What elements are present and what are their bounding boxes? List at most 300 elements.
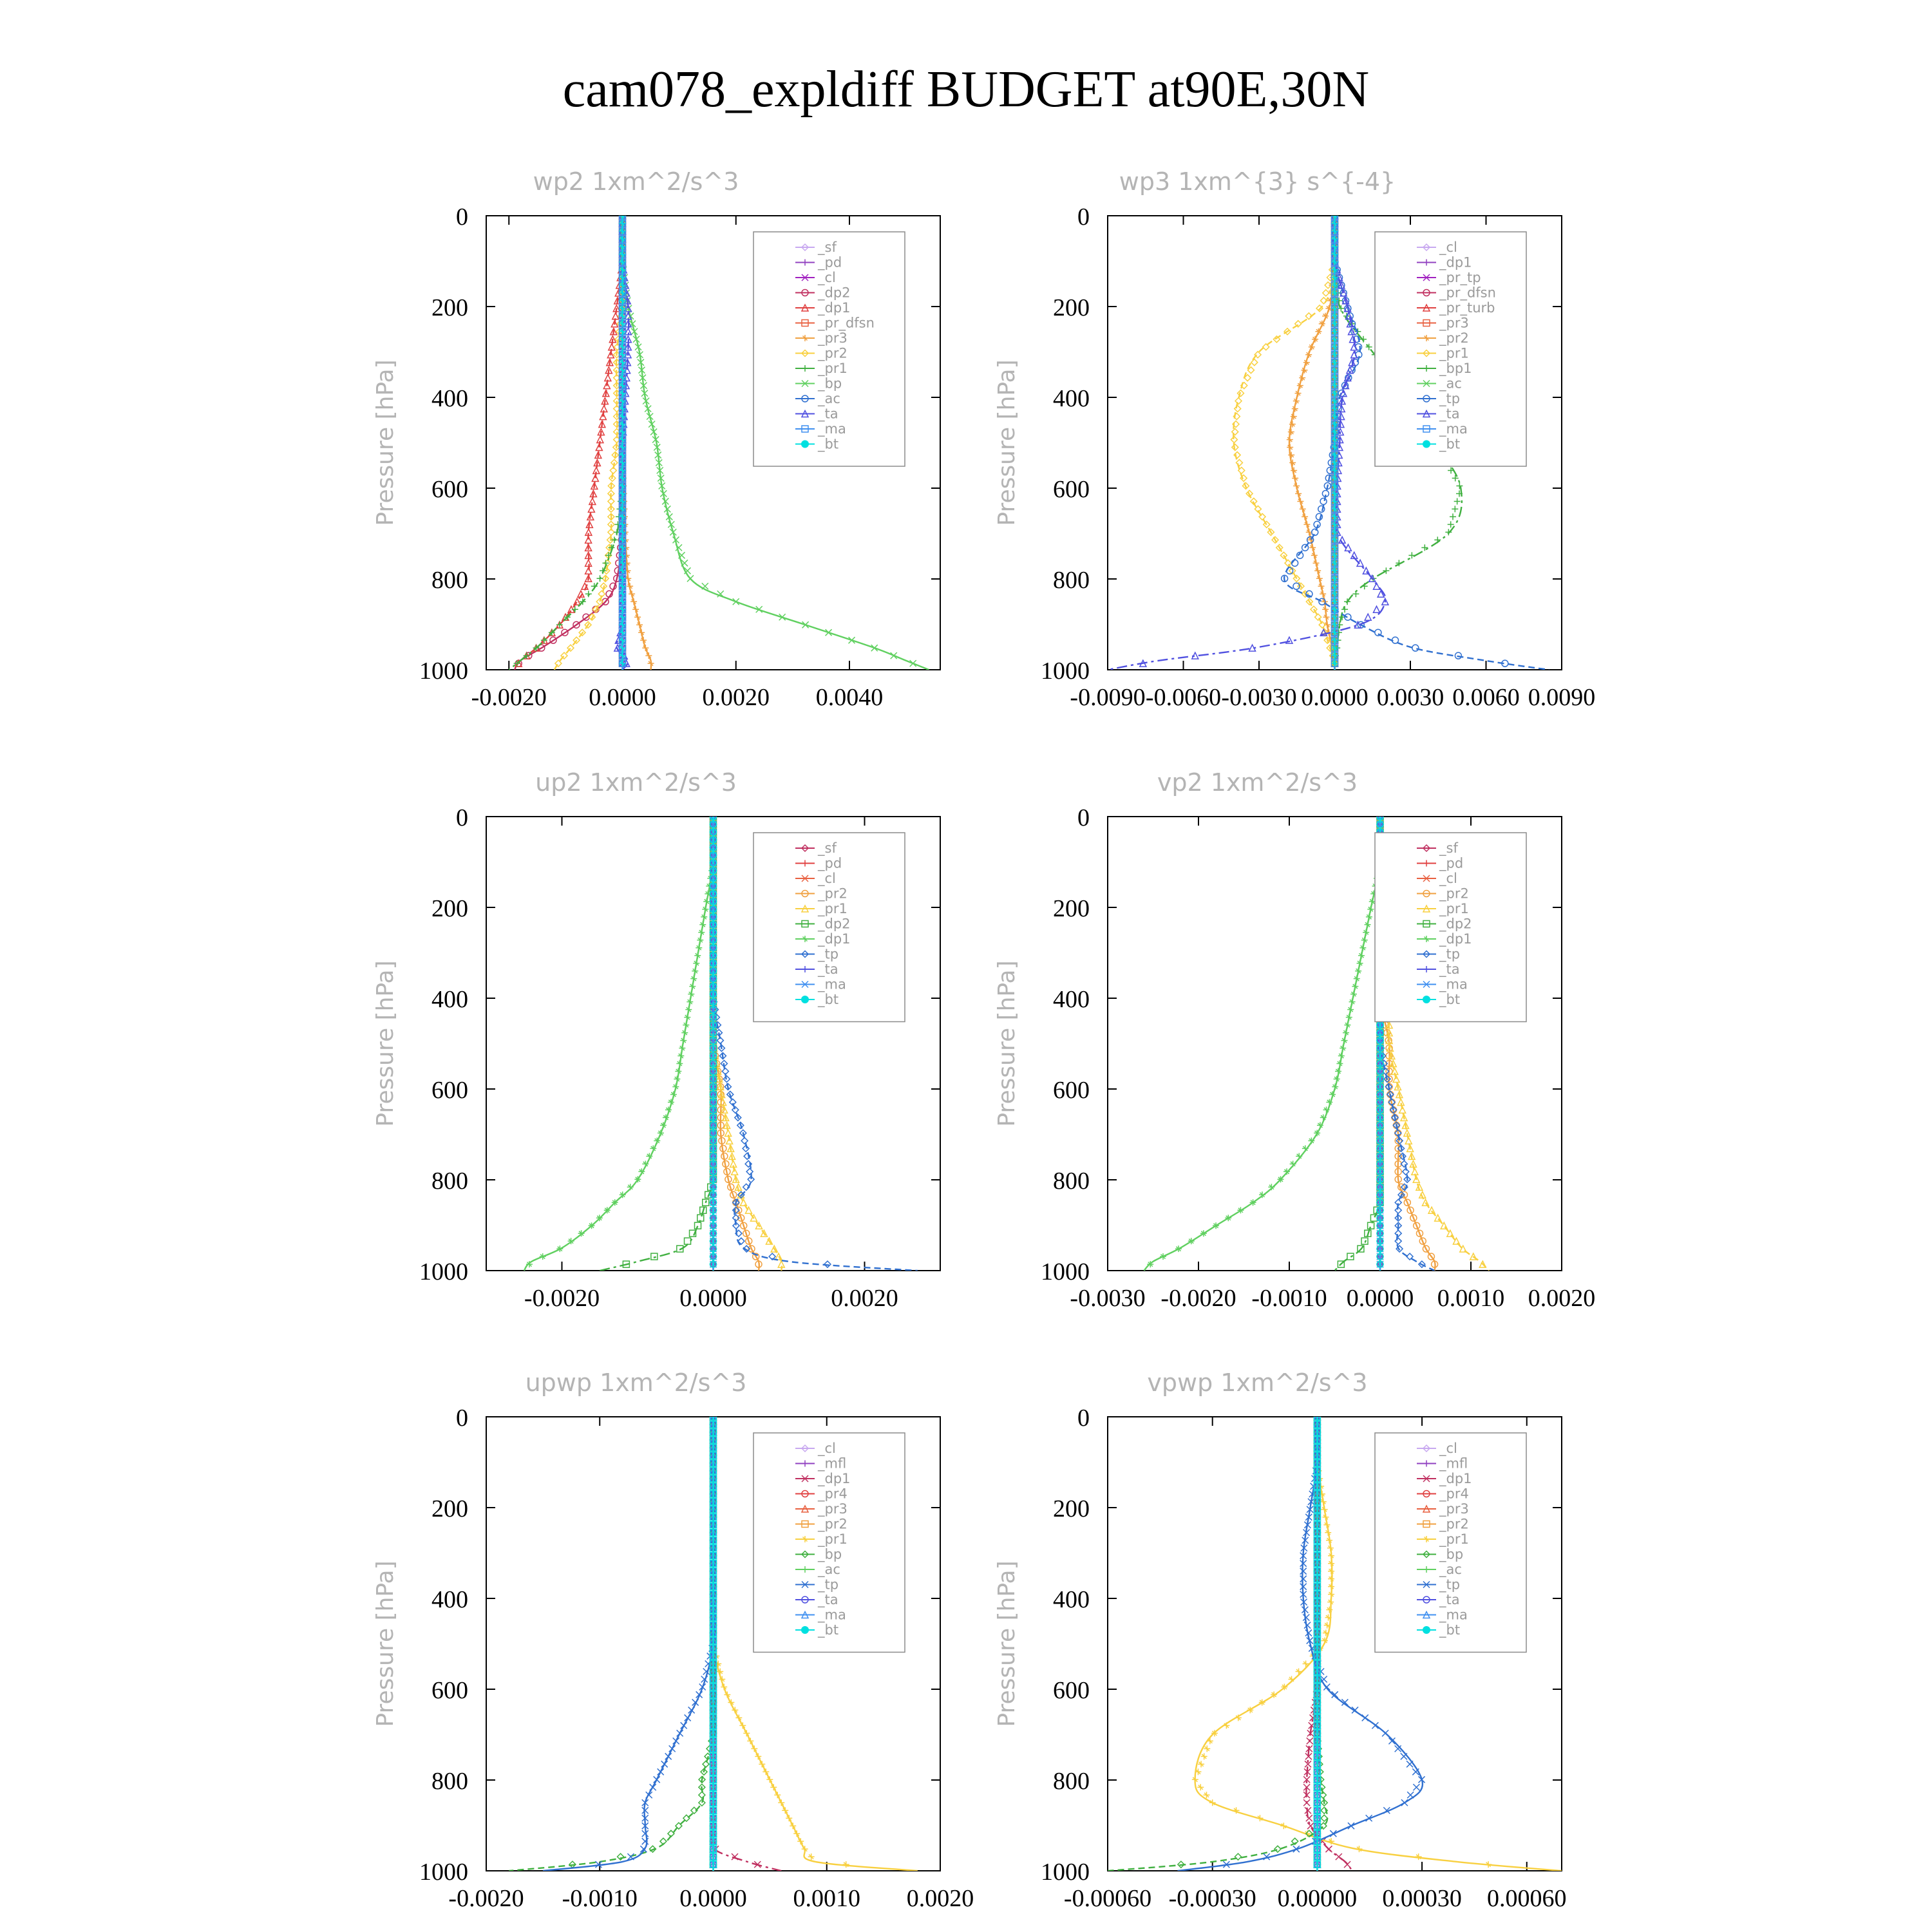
y-tick-label: 400 bbox=[431, 385, 468, 412]
series-point-pr1 bbox=[1288, 1676, 1294, 1682]
series-point-pr1 bbox=[717, 1669, 723, 1675]
series-point-pr2 bbox=[1292, 475, 1298, 481]
x-tick-label: 0.0040 bbox=[815, 684, 884, 711]
x-tick-label: -0.0020 bbox=[448, 1885, 524, 1912]
series-point-pr1 bbox=[1326, 1607, 1332, 1613]
series-line-bp bbox=[1108, 1417, 1327, 1871]
series-point-dp2 bbox=[1361, 1238, 1368, 1244]
legend-label: _cl bbox=[1439, 871, 1457, 886]
series-point-tp bbox=[661, 1761, 668, 1767]
series-point-bp bbox=[1274, 1846, 1281, 1852]
series-point-pr2 bbox=[1314, 567, 1321, 574]
series-point-dp1 bbox=[1361, 937, 1368, 943]
series-point-tp bbox=[654, 1776, 660, 1783]
series-point-dp1 bbox=[676, 1061, 683, 1067]
series-point-dp1 bbox=[692, 968, 698, 974]
series-point-pr1 bbox=[1328, 1576, 1334, 1582]
series-point-bp1 bbox=[1352, 591, 1359, 597]
series-point-dp1 bbox=[698, 929, 705, 936]
series-point-dp1 bbox=[1366, 914, 1372, 920]
y-axis-label: Pressure [hPa] bbox=[372, 1560, 399, 1727]
series-point-pr1 bbox=[1192, 1776, 1198, 1783]
legend bbox=[1375, 1433, 1526, 1653]
series-point-pr1 bbox=[1303, 1661, 1309, 1667]
series-point-pr1 bbox=[739, 1722, 746, 1728]
series-point-pr1 bbox=[721, 1683, 727, 1690]
legend-label: _ma bbox=[1439, 976, 1468, 992]
series-point-pr1 bbox=[1356, 1846, 1362, 1852]
y-tick-label: 800 bbox=[1053, 567, 1090, 594]
series-point-dp1 bbox=[680, 1037, 687, 1044]
series-point-pr2 bbox=[1313, 560, 1320, 566]
series-point-tp bbox=[1413, 1784, 1419, 1790]
legend-label: _pr1 bbox=[818, 901, 848, 916]
x-tick-label: 0.0000 bbox=[1301, 684, 1368, 711]
series-point-pr3 bbox=[632, 606, 639, 612]
series-point-tp bbox=[658, 1768, 664, 1775]
series-point-dp1 bbox=[585, 567, 592, 574]
panel-1 bbox=[372, 167, 940, 711]
legend-label: _cl bbox=[1439, 240, 1457, 255]
series-point-pr1 bbox=[724, 1691, 730, 1698]
legend-label: _bt bbox=[818, 992, 839, 1007]
series-point-dp1 bbox=[1335, 1068, 1341, 1075]
y-tick-label: 1000 bbox=[419, 1859, 468, 1886]
series-point-bp bbox=[687, 575, 694, 582]
series-point-pr1 bbox=[843, 1861, 849, 1868]
series-point-dp1 bbox=[1340, 1045, 1346, 1052]
series-point-pr1 bbox=[1256, 1815, 1263, 1821]
series-point-pr3 bbox=[627, 583, 633, 589]
legend-label: _sf bbox=[818, 240, 837, 255]
panels bbox=[372, 167, 1595, 1912]
series-line-bp bbox=[509, 1417, 714, 1871]
panel-title: vp2 1xm^2/s^3 bbox=[1157, 768, 1358, 797]
series-point-dp1 bbox=[1346, 1014, 1352, 1021]
series-point-pr1 bbox=[1327, 1599, 1334, 1605]
series-point-pr1 bbox=[585, 591, 592, 597]
series-point-dp2 bbox=[1368, 1222, 1374, 1229]
x-tick-label: 0.0030 bbox=[1376, 684, 1444, 711]
x-tick-label: -0.0030 bbox=[1070, 1285, 1146, 1312]
series-point-dp1 bbox=[1344, 1022, 1350, 1028]
y-tick-label: 400 bbox=[1053, 1586, 1090, 1613]
x-tick-label: -0.0090 bbox=[1070, 684, 1146, 711]
legend-label: _ta bbox=[818, 406, 838, 422]
series-point-tp bbox=[1320, 498, 1327, 504]
y-tick-label: 600 bbox=[431, 1677, 468, 1704]
x-tick-label: -0.0010 bbox=[1251, 1285, 1327, 1312]
x-tick-label: 0.0000 bbox=[589, 684, 656, 711]
y-tick-label: 1000 bbox=[419, 658, 468, 685]
series-point-tp bbox=[1348, 1823, 1354, 1829]
series-point-pr1 bbox=[1323, 1522, 1330, 1528]
series-point-dp1 bbox=[1303, 1799, 1310, 1806]
y-tick-label: 1000 bbox=[1041, 658, 1090, 685]
series-point-pr1 bbox=[759, 1761, 765, 1767]
y-tick-label: 0 bbox=[1077, 1405, 1090, 1432]
legend-label: _pr1 bbox=[1439, 345, 1469, 361]
y-tick-label: 800 bbox=[1053, 1168, 1090, 1195]
series-point-bp1 bbox=[1456, 482, 1463, 489]
series-point-pr2 bbox=[1287, 437, 1293, 443]
series-point-bp1 bbox=[1454, 498, 1461, 504]
series-point-dp1 bbox=[1307, 1823, 1314, 1829]
series-point-tp bbox=[1395, 1230, 1401, 1236]
series-point-dp1 bbox=[1175, 1245, 1182, 1252]
legend-label: _dp1 bbox=[818, 1471, 851, 1486]
series-point-pr1 bbox=[728, 1699, 734, 1705]
series-point-dp1 bbox=[1365, 922, 1371, 928]
series-point-dp1 bbox=[1349, 999, 1356, 1005]
legend-label: _cl bbox=[818, 871, 836, 886]
series-point-bp1 bbox=[1434, 536, 1441, 543]
x-tick-label: -0.0020 bbox=[1160, 1285, 1236, 1312]
legend-label: _cl bbox=[818, 1441, 836, 1456]
series-point-pr2 bbox=[1302, 367, 1308, 374]
series-point-dp1 bbox=[1350, 991, 1357, 998]
x-tick-label: -0.0020 bbox=[524, 1285, 600, 1312]
series-point-dp1 bbox=[1296, 1153, 1302, 1159]
series-point-tp bbox=[681, 1722, 687, 1728]
series-point-dp1 bbox=[702, 906, 708, 913]
series-point-dp1 bbox=[1355, 968, 1361, 974]
y-axis-label: Pressure [hPa] bbox=[994, 960, 1020, 1127]
series-point-pr2 bbox=[1300, 506, 1306, 512]
series-point-pr3 bbox=[636, 621, 643, 628]
series-point-pr1 bbox=[755, 1753, 761, 1759]
legend-label: _pr4 bbox=[818, 1486, 848, 1502]
series-point-pr2 bbox=[1320, 591, 1326, 597]
legend-label: _tp bbox=[1439, 391, 1461, 406]
series-point-pr3 bbox=[638, 629, 645, 636]
series-point-bp1 bbox=[1452, 506, 1458, 512]
series-point-dp1 bbox=[1354, 976, 1360, 982]
series-point-pr3 bbox=[634, 614, 641, 620]
panel-4 bbox=[994, 768, 1595, 1312]
series-point-pr1 bbox=[1223, 1722, 1229, 1728]
series-point-pr3 bbox=[640, 637, 647, 643]
legend-label: _mfl bbox=[818, 1455, 847, 1472]
legend-label: _mfl bbox=[1439, 1455, 1468, 1472]
series-point-tp bbox=[1300, 1568, 1307, 1575]
series-point-pr1 bbox=[1428, 1207, 1435, 1213]
series-point-pr1 bbox=[1328, 1591, 1334, 1598]
series-point-pr2 bbox=[1295, 490, 1302, 497]
series-point-pr3 bbox=[629, 591, 635, 597]
series-point-dp1 bbox=[574, 598, 580, 605]
panel-2 bbox=[994, 167, 1595, 711]
series-point-pr1 bbox=[572, 606, 578, 612]
series-point-dp2 bbox=[697, 1215, 704, 1221]
series-point-pr1 bbox=[1285, 560, 1291, 566]
series-point-pr1 bbox=[1485, 1861, 1492, 1868]
series-point-pr2 bbox=[1318, 583, 1325, 589]
series-point-pr1 bbox=[786, 1815, 792, 1821]
series-point-dp1 bbox=[1336, 1853, 1342, 1860]
series-point-pr1 bbox=[1328, 1560, 1334, 1567]
y-tick-label: 200 bbox=[431, 294, 468, 321]
series-point-pr2 bbox=[1293, 398, 1300, 404]
y-tick-label: 800 bbox=[431, 1168, 468, 1195]
series-point-pr1 bbox=[1251, 359, 1258, 366]
series-point-pr2 bbox=[1303, 521, 1310, 527]
y-axis-label: Pressure [hPa] bbox=[994, 1560, 1020, 1727]
series-point-dp1 bbox=[1369, 898, 1376, 905]
y-tick-label: 0 bbox=[1077, 204, 1090, 231]
legend-label: _bp bbox=[818, 375, 842, 392]
series-point-pr1 bbox=[735, 1714, 742, 1721]
legend-label: _dp2 bbox=[818, 285, 851, 301]
legend-label: _dp2 bbox=[1439, 916, 1472, 932]
series-point-pr1 bbox=[597, 575, 603, 582]
series-point-dp1 bbox=[694, 952, 701, 959]
y-tick-label: 200 bbox=[1053, 294, 1090, 321]
series-point-tp bbox=[1293, 583, 1300, 589]
x-tick-label: -0.0020 bbox=[471, 684, 547, 711]
x-tick-label: 0.0020 bbox=[702, 684, 770, 711]
series-point-dp1 bbox=[1343, 1030, 1349, 1036]
legend-label: _pr2 bbox=[818, 886, 848, 902]
series-point-dp1 bbox=[588, 506, 594, 512]
series-point-pr2 bbox=[1299, 375, 1305, 381]
series-point-dp1 bbox=[1363, 929, 1369, 936]
panel-title: upwp 1xm^2/s^3 bbox=[525, 1368, 747, 1397]
x-tick-label: 0.0020 bbox=[1528, 1285, 1596, 1312]
series-point-bp bbox=[699, 1799, 705, 1806]
series-point-pr1 bbox=[802, 1846, 808, 1852]
series-point-pr1 bbox=[1328, 1584, 1334, 1590]
series-line-dp1 bbox=[1306, 1417, 1352, 1871]
series-point-tp bbox=[1395, 1238, 1401, 1244]
series-line-dp1 bbox=[1144, 817, 1381, 1271]
series-point-pr1 bbox=[1405, 1137, 1412, 1144]
series-point-pr1 bbox=[797, 1838, 804, 1844]
legend-label: _ma bbox=[818, 421, 846, 437]
y-tick-label: 200 bbox=[1053, 1495, 1090, 1522]
panel-5 bbox=[372, 1368, 974, 1912]
legend-label: _ta bbox=[1439, 406, 1460, 422]
x-tick-label: -0.0030 bbox=[1221, 684, 1297, 711]
series-point-dp1 bbox=[703, 898, 710, 905]
legend-label: _bt bbox=[818, 1622, 839, 1638]
series-point-dp1 bbox=[1160, 1253, 1166, 1260]
series-point-pr1 bbox=[808, 1853, 815, 1860]
series-point-pr2 bbox=[1305, 352, 1312, 358]
x-tick-label: 0.0000 bbox=[1346, 1285, 1414, 1312]
y-tick-label: 600 bbox=[1053, 1077, 1090, 1104]
series-point-pr2 bbox=[1311, 552, 1318, 558]
series-point-pr2 bbox=[1302, 513, 1308, 520]
series-point-dp1 bbox=[687, 999, 693, 1005]
panel-title: wp2 1xm^2/s^3 bbox=[533, 167, 739, 196]
series-point-bp bbox=[702, 583, 708, 589]
series-point-pr1 bbox=[732, 1707, 738, 1713]
series-point-pr1 bbox=[1399, 1106, 1406, 1113]
legend-label: _cl bbox=[1439, 1441, 1457, 1456]
legend-label: _pr3 bbox=[818, 1501, 848, 1517]
legend-label: _bt bbox=[818, 436, 839, 452]
series-point-bp bbox=[910, 660, 916, 667]
legend-label: _pr2 bbox=[1439, 330, 1469, 346]
series-point-pr1 bbox=[1232, 444, 1238, 451]
y-tick-label: 1000 bbox=[1041, 1859, 1090, 1886]
legend-label: _pr1 bbox=[1439, 901, 1469, 916]
series-point-pr1 bbox=[741, 1199, 747, 1206]
series-point-pr1 bbox=[611, 536, 618, 543]
series-point-pr1 bbox=[1328, 1553, 1334, 1559]
series-point-dp1 bbox=[1334, 1075, 1340, 1082]
series-point-pr1 bbox=[1327, 1545, 1334, 1551]
series-point-bp bbox=[733, 598, 739, 605]
y-axis-label: Pressure [hPa] bbox=[372, 960, 399, 1127]
series-line-dp2 bbox=[515, 216, 623, 670]
x-tick-label: -0.0060 bbox=[1145, 684, 1222, 711]
series-point-pr1 bbox=[778, 1799, 784, 1806]
series-point-tp bbox=[1407, 1792, 1414, 1798]
legend-label: _ac bbox=[1439, 375, 1462, 392]
series-point-pr1 bbox=[1235, 406, 1241, 412]
x-tick-label: -0.00030 bbox=[1168, 1885, 1256, 1912]
series-point-pr2 bbox=[1297, 498, 1303, 504]
series-point-dp1 bbox=[1306, 1815, 1312, 1821]
x-tick-label: 0.0010 bbox=[1437, 1285, 1505, 1312]
y-tick-label: 600 bbox=[1053, 476, 1090, 503]
series-point-pr3 bbox=[630, 598, 637, 605]
series-point-pr2 bbox=[1287, 444, 1293, 451]
legend-label: _pr_turb bbox=[1439, 300, 1495, 316]
legend bbox=[753, 1433, 905, 1653]
series-point-pr1 bbox=[1197, 1784, 1204, 1790]
series-point-pr1 bbox=[1296, 1669, 1302, 1675]
series-point-pr2 bbox=[1292, 406, 1298, 412]
y-tick-label: 800 bbox=[1053, 1768, 1090, 1795]
panel-title: wp3 1xm^{3} s^{-4} bbox=[1119, 167, 1396, 196]
series-point-pr1 bbox=[1204, 1745, 1210, 1752]
legend-marker bbox=[1423, 996, 1430, 1003]
x-tick-label: 0.0000 bbox=[679, 1285, 747, 1312]
series-point-pr1 bbox=[732, 1168, 738, 1175]
legend-label: _pr3 bbox=[1439, 315, 1469, 331]
series-point-ta bbox=[1374, 583, 1380, 589]
series-line-dp1 bbox=[524, 817, 714, 1271]
series-line-pr1 bbox=[1233, 216, 1336, 670]
y-tick-label: 0 bbox=[456, 1405, 468, 1432]
y-tick-label: 1000 bbox=[1041, 1258, 1090, 1285]
series-point-pr1 bbox=[1236, 460, 1242, 466]
series-line-pr2 bbox=[554, 216, 623, 670]
y-tick-label: 400 bbox=[1053, 385, 1090, 412]
y-tick-label: 0 bbox=[456, 204, 468, 231]
x-tick-label: 0.0020 bbox=[906, 1885, 974, 1912]
series-point-dp1 bbox=[1347, 1007, 1354, 1013]
series-point-dp1 bbox=[696, 945, 702, 951]
series-point-dp1 bbox=[1268, 1184, 1274, 1190]
series-point-pr1 bbox=[1321, 1506, 1328, 1513]
series-point-tp bbox=[650, 1784, 656, 1790]
legend-label: _pd bbox=[818, 855, 842, 871]
series-point-pr3 bbox=[645, 652, 652, 659]
legend-label: _dp1 bbox=[818, 931, 851, 947]
legend-label: _pr_dfsn bbox=[1439, 285, 1496, 301]
series-point-tp bbox=[1412, 645, 1419, 651]
series-point-bp1 bbox=[1421, 544, 1428, 551]
series-point-pr2 bbox=[1323, 614, 1329, 620]
y-tick-label: 200 bbox=[1053, 895, 1090, 922]
series-point-dp1 bbox=[697, 937, 703, 943]
series-point-pr2 bbox=[1312, 336, 1318, 343]
series-point-pr1 bbox=[1201, 1753, 1208, 1759]
legend-marker bbox=[801, 440, 809, 448]
series-point-dp1 bbox=[684, 1014, 690, 1021]
series-point-dp1 bbox=[674, 1075, 680, 1082]
series-point-dp2 bbox=[695, 1222, 701, 1229]
series-point-pr2 bbox=[1288, 452, 1294, 459]
y-tick-label: 800 bbox=[431, 567, 468, 594]
legend-label: _bp1 bbox=[1439, 361, 1472, 376]
y-tick-label: 600 bbox=[1053, 1677, 1090, 1704]
series-point-pr1 bbox=[1328, 1568, 1334, 1575]
series-point-tp bbox=[1401, 1753, 1407, 1759]
series-point-dp1 bbox=[1325, 1846, 1332, 1852]
legend-label: _pr2 bbox=[818, 1516, 848, 1532]
legend-label: _ta bbox=[818, 1592, 838, 1607]
series-point-pr1 bbox=[1393, 1075, 1399, 1082]
panel-6 bbox=[994, 1368, 1567, 1912]
legend-label: _dp1 bbox=[1439, 254, 1472, 270]
legend-label: _dp2 bbox=[818, 916, 851, 932]
series-point-dp1 bbox=[701, 914, 707, 920]
series-point-pr1 bbox=[782, 1807, 788, 1814]
legend-label: _ta bbox=[1439, 961, 1460, 977]
legend-label: _dp1 bbox=[1439, 931, 1472, 947]
legend-label: _ta bbox=[818, 961, 838, 977]
x-tick-label: -0.00060 bbox=[1063, 1885, 1152, 1912]
series-point-pr1 bbox=[1198, 1761, 1204, 1767]
series-point-dp1 bbox=[688, 991, 694, 998]
legend-marker bbox=[801, 1626, 809, 1634]
series-point-dp1 bbox=[1357, 960, 1363, 967]
y-axis-label: Pressure [hPa] bbox=[372, 359, 399, 526]
series-point-pr1 bbox=[762, 1768, 769, 1775]
series-point-pr1 bbox=[1233, 1807, 1240, 1814]
legend-label: _pr2 bbox=[1439, 886, 1469, 902]
series-point-pr1 bbox=[1209, 1799, 1216, 1806]
series-point-pr1 bbox=[1416, 1853, 1422, 1860]
series-point-ta bbox=[1374, 606, 1380, 612]
y-tick-label: 200 bbox=[431, 1495, 468, 1522]
series-point-pr2 bbox=[1291, 468, 1297, 474]
series-point-pr1 bbox=[747, 1738, 753, 1744]
legend bbox=[1375, 232, 1526, 466]
legend-label: _tp bbox=[1439, 946, 1461, 962]
series-point-pr1 bbox=[1235, 398, 1242, 404]
series-point-tp bbox=[665, 1753, 672, 1759]
series-point-dp1 bbox=[585, 536, 592, 543]
series-point-dp2 bbox=[685, 1238, 691, 1244]
series-point-bp1 bbox=[1450, 513, 1456, 520]
series-point-dp1 bbox=[1290, 1160, 1296, 1167]
legend-label: _pr1 bbox=[818, 361, 848, 376]
series-point-dp1 bbox=[1344, 1861, 1350, 1868]
series-point-pr2 bbox=[1297, 383, 1303, 389]
series-point-pr1 bbox=[1326, 1537, 1332, 1544]
series-point-tp bbox=[1300, 1576, 1307, 1582]
legend-label: _sf bbox=[1439, 840, 1458, 856]
series-point-dp1 bbox=[1302, 1145, 1309, 1151]
series-point-pr1 bbox=[743, 1730, 750, 1736]
y-tick-label: 1000 bbox=[419, 1258, 468, 1285]
